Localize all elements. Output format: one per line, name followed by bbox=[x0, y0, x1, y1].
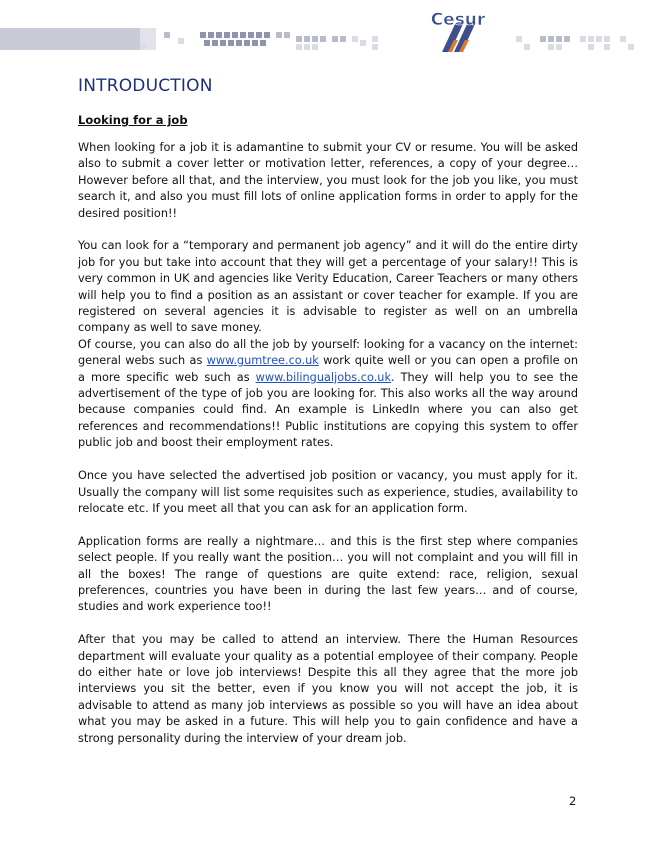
decor-square bbox=[204, 40, 210, 46]
paragraph: After that you may be called to attend an interview. There the Human Resources department will evaluate your quality as a potential employee of their company. People do either hate or love job interviews! Despite this all they agree that the more job interviews you sit the better, even if you know you will not accept the job, it is advisable to attend as many job interviews as possible so you will have an idea about what you may be asked in a future. This will help you to gain confidence and have a strong personality during the interview of your dream job. bbox=[78, 633, 578, 745]
decor-square bbox=[360, 40, 366, 46]
decor-square bbox=[264, 32, 270, 38]
decor-square bbox=[580, 36, 586, 42]
decor-square bbox=[524, 44, 530, 50]
page-header bbox=[0, 0, 655, 58]
decor-square bbox=[212, 40, 218, 46]
cesur-logo bbox=[428, 4, 488, 54]
page-title: INTRODUCTION bbox=[78, 76, 213, 96]
decor-square bbox=[312, 44, 318, 50]
decor-square bbox=[252, 40, 258, 46]
decor-square bbox=[556, 36, 562, 42]
decor-square bbox=[224, 32, 230, 38]
decor-square bbox=[604, 44, 610, 50]
decor-square bbox=[296, 44, 302, 50]
paragraph-text: Of course, you can also do all the job by yourself: looking for a vacancy on the internet: general webs such as bbox=[78, 337, 578, 368]
decor-square bbox=[248, 32, 254, 38]
decor-square bbox=[620, 36, 626, 42]
decor-square bbox=[260, 40, 266, 46]
header-band bbox=[0, 28, 140, 50]
body-text bbox=[78, 140, 578, 763]
decor-square bbox=[372, 44, 378, 50]
decor-square bbox=[232, 32, 238, 38]
paragraph: You can look for a “temporary and permanent job agency” and it will do the entire dirty job for you but take into account that they will get a percentage of your salary!! This is very common in UK and agencies like Verity Education, Career Teachers or many others will help you to find a position as an assistant or cover teacher for example. If you are registered on several agencies it is advisable to register as well on an umbrella company as well to save money. bbox=[78, 239, 578, 335]
decor-square bbox=[304, 44, 310, 50]
paragraph bbox=[78, 337, 578, 452]
decor-square bbox=[220, 40, 226, 46]
decor-square bbox=[320, 36, 326, 42]
decor-square bbox=[540, 36, 546, 42]
decor-square bbox=[556, 44, 562, 50]
decor-square bbox=[604, 36, 610, 42]
paragraph: Once you have selected the advertised job position or vacancy, you must apply for it. Usually the company will list some requisites such as experience, studies, availability to relocate etc. If you meet all that you can ask for an application form. bbox=[78, 469, 578, 515]
section-heading: Looking for a job bbox=[78, 113, 188, 127]
decor-square bbox=[352, 36, 358, 42]
logo-text: Cesur bbox=[430, 10, 486, 30]
decor-square bbox=[516, 36, 522, 42]
decor-square bbox=[628, 44, 634, 50]
bilingualjobs-link[interactable]: www.bilingualjobs.co.uk bbox=[255, 370, 391, 384]
decor-square bbox=[140, 43, 146, 49]
decor-square bbox=[588, 44, 594, 50]
decor-square bbox=[236, 40, 242, 46]
decor-square bbox=[312, 36, 318, 42]
decor-square bbox=[564, 36, 570, 42]
decor-square bbox=[216, 32, 222, 38]
decor-square bbox=[276, 32, 282, 38]
page-number: 2 bbox=[569, 794, 577, 808]
decor-square bbox=[296, 36, 302, 42]
paragraph-text: work quite well or you can open a profile on a more specific web such as bbox=[78, 354, 578, 384]
paragraph-text: . They will help you to see the advertisement of the type of job you are looking for. This also works all the way around because companies could find. An example is LinkedIn where you can also get references and recommendations!! Public institutions are copying this system to offer public job and boost their employment rates. bbox=[78, 370, 578, 450]
decor-square bbox=[372, 36, 378, 42]
decor-square bbox=[164, 32, 170, 38]
decor-square bbox=[332, 36, 338, 42]
decor-square bbox=[596, 36, 602, 42]
decor-square bbox=[240, 32, 246, 38]
decor-square bbox=[228, 40, 234, 46]
decor-square bbox=[548, 36, 554, 42]
decor-square bbox=[178, 38, 184, 44]
gumtree-link[interactable]: www.gumtree.co.uk bbox=[206, 354, 319, 368]
decor-square bbox=[200, 32, 206, 38]
decor-square bbox=[548, 44, 554, 50]
decor-square bbox=[304, 36, 310, 42]
paragraph: Application forms are really a nightmare… and this is the first step where companies select people. If you really want the position… you will not complaint and you will fill in all the boxes! The range of questions are quite extend: race, religion, sexual preferences, countries you have been in during the last few years… and of course, studies and work experience too!! bbox=[78, 534, 578, 614]
decor-square bbox=[244, 40, 250, 46]
decor-square bbox=[588, 36, 594, 42]
decor-square bbox=[340, 36, 346, 42]
decor-square bbox=[208, 32, 214, 38]
decor-square bbox=[284, 32, 290, 38]
paragraph: When looking for a job it is adamantine to submit your CV or resume. You will be asked also to submit a cover letter or motivation letter, references, a copy of your degree… However before all that, and the interview, you must look for the job you like, you must search it, and also you must fill lots of online application forms in order to apply for the desired position!! bbox=[78, 141, 578, 220]
decor-square bbox=[256, 32, 262, 38]
